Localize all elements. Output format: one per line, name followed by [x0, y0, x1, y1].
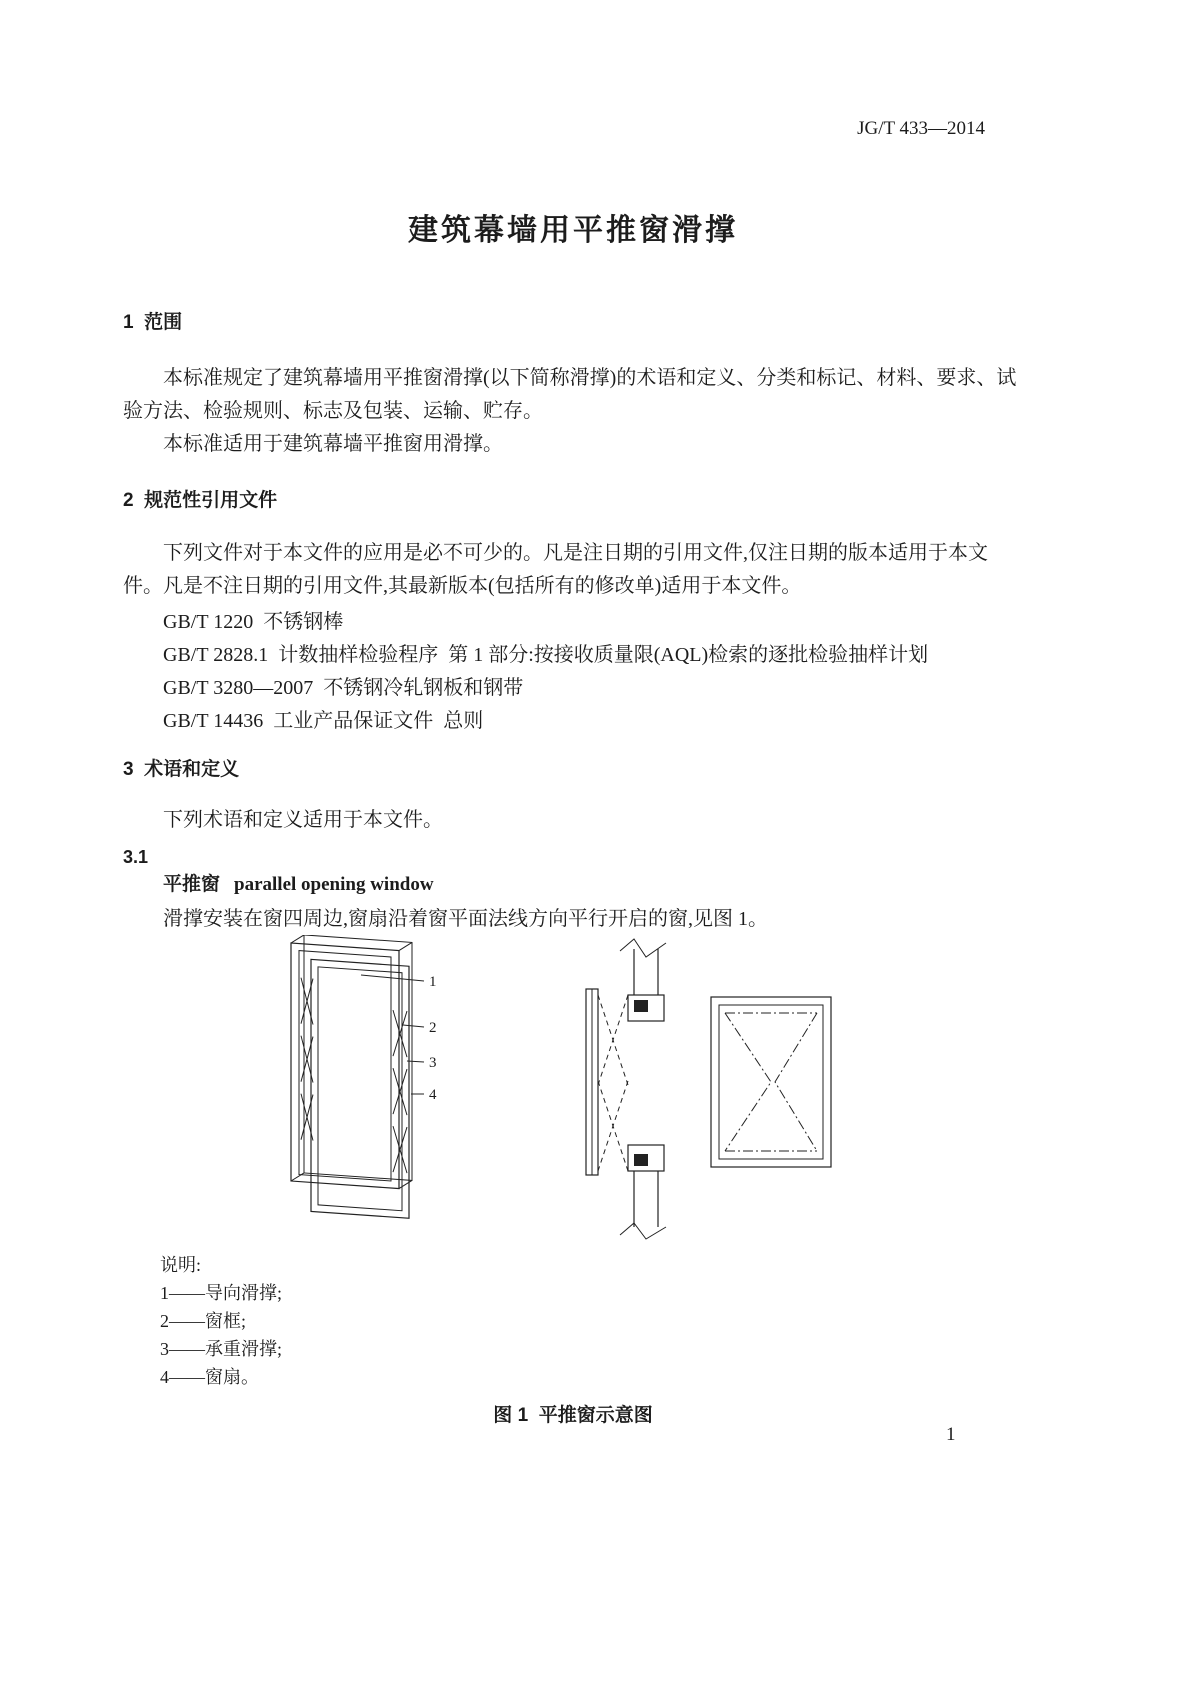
legend-item: 4——窗扇。 — [160, 1367, 259, 1387]
page-content — [123, 0, 1023, 1429]
plan-opening-projection — [725, 1013, 817, 1151]
perspective-view — [291, 935, 437, 1218]
term-chinese: 平推窗 — [163, 874, 221, 895]
break-line-bottom — [620, 1223, 666, 1239]
legend-title: 说明: — [160, 1255, 202, 1275]
callout-2: 2 — [429, 1020, 437, 1036]
break-line-top — [620, 939, 666, 957]
figure-1-drawing — [123, 935, 1023, 1245]
section-view — [586, 939, 666, 1239]
section-2-paragraph-1: 下列文件对于本文件的应用是必不可少的。凡是注日期的引用文件,仅注日期的版本适用于本文件。凡是不注日期的引用文件,其最新版本(包括所有的修改单)适用于本文件。 — [123, 542, 988, 597]
section-1-paragraph-1: 本标准规定了建筑幕墙用平推窗滑撑(以下简称滑撑)的术语和定义、分类和标记、材料、要求、试验方法、检验规则、标志及包装、运输、贮存。 — [123, 367, 1017, 422]
legend-item: 3——承重滑撑; — [160, 1339, 283, 1359]
page-number: 1 — [946, 1424, 956, 1445]
reference-item: GB/T 1220 不锈钢棒 — [163, 611, 344, 633]
reference-item: GB/T 3280—2007 不锈钢冷轧钢板和钢带 — [163, 677, 524, 699]
clause-number: 3.1 — [123, 847, 149, 867]
document-title: 建筑幕墙用平推窗滑撑 — [408, 214, 738, 247]
callout-3: 3 — [429, 1055, 437, 1071]
figure-caption: 图 1 平推窗示意图 — [493, 1405, 653, 1426]
callout-1: 1 — [429, 974, 437, 990]
doc-number: JG/T 433—2014 — [857, 118, 985, 139]
legend-item: 1——导向滑撑; — [160, 1283, 283, 1303]
term-english: parallel opening window — [234, 874, 434, 895]
plan-frame-outer — [711, 997, 831, 1167]
normative-references-list — [123, 606, 1023, 738]
reference-item: GB/T 2828.1 计数抽样检验程序 第 1 部分:按接收质量限(AQL)检索的逐批检验抽样计划 — [163, 644, 929, 666]
reference-item: GB/T 14436 工业产品保证文件 总则 — [163, 710, 484, 732]
section-1-heading: 1 范围 — [123, 312, 183, 333]
section-2-heading: 2 规范性引用文件 — [123, 490, 278, 511]
section-3-paragraph-1: 下列术语和定义适用于本文件。 — [163, 809, 443, 831]
window-frame-outline — [291, 943, 399, 1189]
section-3-heading: 3 术语和定义 — [123, 759, 240, 780]
stay-arms-dashed — [598, 995, 628, 1171]
plan-view — [711, 997, 831, 1167]
term-line — [123, 872, 1023, 898]
right-stay-lattice — [393, 1010, 407, 1173]
leader-line-1 — [361, 975, 424, 981]
frame-back-outline — [304, 935, 412, 1180]
leader-line-2 — [403, 1025, 424, 1027]
legend-item: 2——窗框; — [160, 1311, 247, 1331]
term-definition: 滑撑安装在窗四周边,窗扇沿着窗平面法线方向平行开启的窗,见图 1。 — [163, 908, 768, 930]
callout-4: 4 — [429, 1087, 437, 1103]
figure-legend — [123, 1251, 1023, 1391]
section-1-paragraph-2: 本标准适用于建筑幕墙平推窗用滑撑。 — [163, 433, 503, 455]
